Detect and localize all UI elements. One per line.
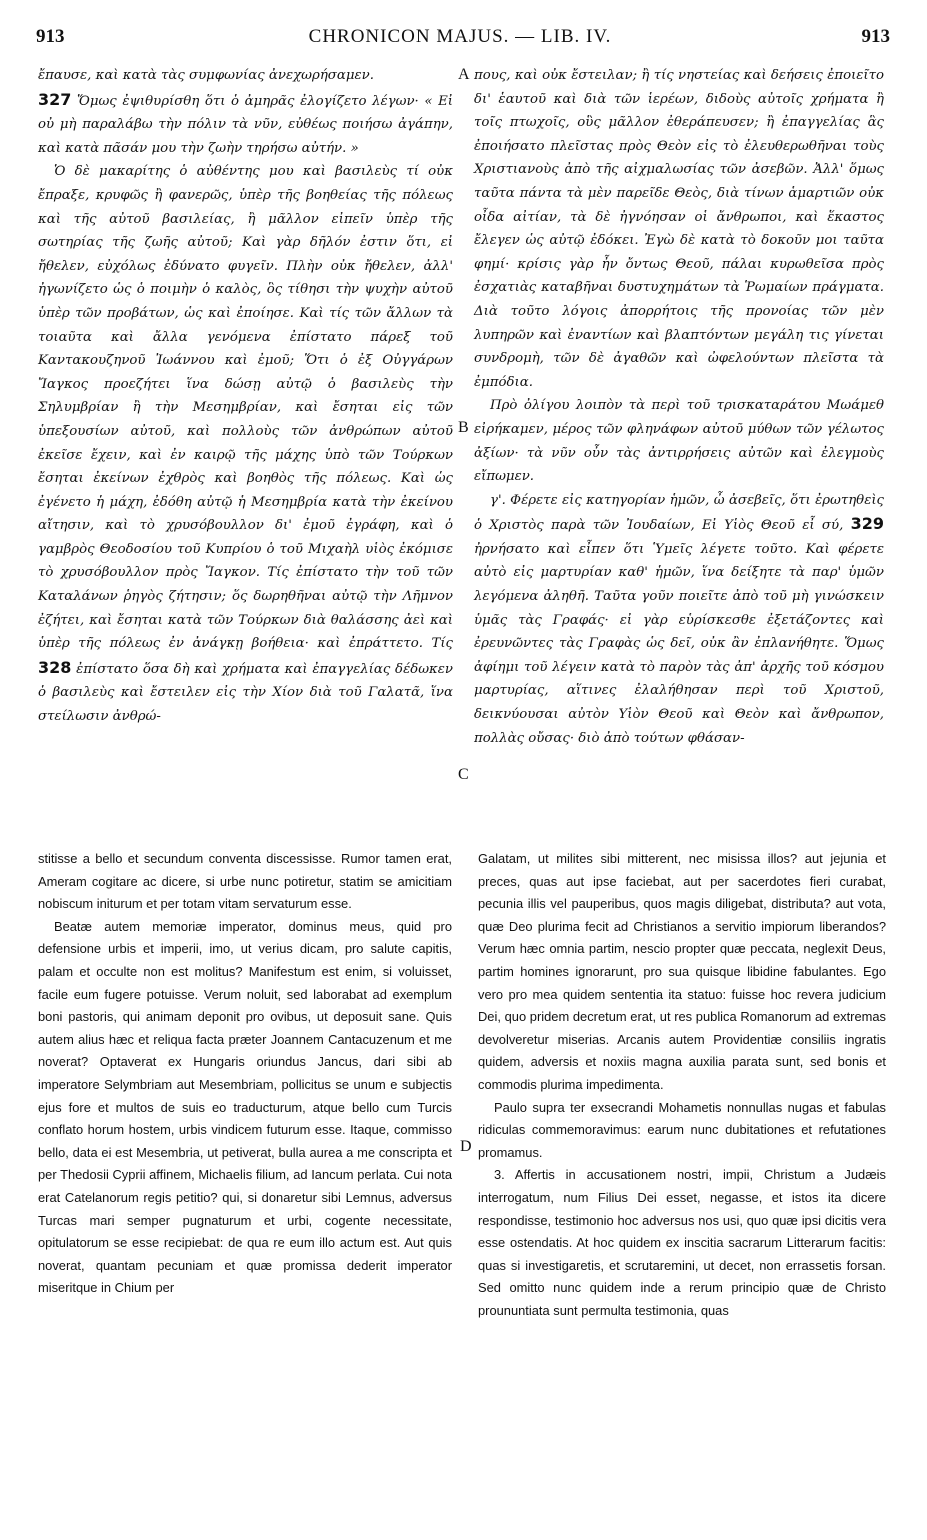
greek-paragraph: [474, 64, 884, 394]
greek-text: ἔπαυσε, καὶ κατὰ τὰς συμφωνίας ἀνεχωρήσαμεν.: [38, 68, 374, 83]
greek-paragraph: [38, 160, 453, 728]
greek-text: ἠρνήσατο καὶ εἶπεν ὅτι Ὑμεῖς λέγετε τοῦτο. Καὶ φέρετε αὐτὸ εἰς μαρτυρίαν καθ' ἡμῶν, ἵνα δείξητε τὰ παρ' ὑμῶν λεγόμενα ἀληθῆ. Ταῦτα γοῦν ποιεῖτε ἀπὸ τοῦ μὴ γινώσκειν ὑμᾶς τὰς Γραφάς· εἰ γὰρ εὑρίσκεσθε ἐξετάζοντες καὶ ἐρευνῶντες τὰς Γραφὰς ὡς δεῖ, οὐκ ἂν ἐπλανήθητε. Ὅμως ἀφίημι τοῦ λέγειν κατὰ τὸ παρὸν τὰς ἀπ' ἀρχῆς τοῦ κόσμου μαρτυρίας, αἵτινες ἐλαλήθησαν περὶ τοῦ Χριστοῦ, δεικνύουσαι αὐτὸν Υἱὸν Θεοῦ καὶ Θεὸν καὶ ἄνθρωπον, πολλὰς οὔσας· διὸ ἀπὸ τούτων φθάσαν-: [474, 541, 884, 746]
greek-text: Ὅμως ἐψιθυρίσθη ὅτι ὁ ἀμηρᾶς ἐλογίζετο λέγων· « Εἰ οὐ μὴ παραλάβω τὴν πόλιν τὰ νῦν, εὐθέως ποιήσω ἀγάπην, καὶ κατὰ πᾶσάν μου τὴν ζωὴν τηρήσω αὐτήν. »: [38, 93, 453, 156]
latin-paragraph: Galatam, ut milites sibi mitterent, nec misissa illos? aut jejunia et preces, quas aut ipse faciebat, aut per sacerdotes fieri curabat, pecunia illis vel pauperibus, quos magis diligebat, distributa? aut vota, quæ Deo plurima fecit ad Christianos a servitio impiorum liberandos? Verum hæc omnia partim, nescio propter quæ peccata, neglexit Deus, partim homines ignorarunt, pro sua quisque libidine fabulantes. Ego vero pro mea quidem sententia ita statuo: fuisse hoc revera judicium Dei, quo pridem decretum erat, ut res publica Romanorum ad extremas devolveretur miserias. Arcanis autem Providentiæ consiliis ingratis quidem, adversis et noxiis magna auxilia parata sunt, sed bonis et commodis plurima impedimenta.: [478, 851, 886, 1092]
margin-letter-b: B: [458, 419, 469, 436]
greek-text: ἐπίστατο ὅσα δὴ καὶ χρήματα καὶ ἐπαγγελίας δέδωκεν ὁ βασιλεὺς καὶ ἔστειλεν εἰς τὴν Χίον διὰ τοῦ Γαλατᾶ, ἵνα στείλωσιν ἀνθρώ-: [38, 661, 453, 725]
greek-text: Πρὸ ὀλίγου λοιπὸν τὰ περὶ τοῦ τρισκαταράτου Μωάμεθ εἰρήκαμεν, μέρος τῶν φληνάφων αὐτοῦ μύθων τῶν γέλωτος ἀξίων· τὰ νῦν οὖν τὰς ἀντιρρήσεις αὐτῶν καὶ ἐλεγμοὺς εἴπωμεν.: [474, 398, 884, 485]
latin-column-right: [478, 848, 886, 1538]
page-number-right: 913: [861, 26, 890, 47]
greek-column-right: [474, 64, 884, 824]
running-header: [30, 26, 890, 56]
latin-paragraph: Paulo supra ter exsecrandi Mohametis nonnullas nugas et fabulas ridiculas commemoravimus: earum nunc dubitationes et refutationes promamus.: [478, 1099, 886, 1160]
margin-letter-d: D: [460, 1138, 472, 1155]
column-number: 329: [850, 514, 884, 534]
margin-letter-a: A: [458, 66, 470, 83]
greek-paragraph: [474, 489, 884, 751]
column-number: 328: [38, 657, 72, 677]
column-number: 327: [38, 89, 72, 109]
running-title: CHRONICON MAJUS. — LIB. IV.: [308, 26, 612, 47]
greek-paragraph: [474, 394, 884, 488]
greek-text: Ὁ δὲ μακαρίτης ὁ αὐθέντης μου καὶ βασιλεὺς τί οὐκ ἔπραξε, κρυφῶς ἢ φανερῶς, ὑπὲρ τῆς βοηθείας τῆς πόλεως καὶ τῆς αὐτοῦ βασιλείας, ἢ μᾶλλον εἰπεῖν ὑπὲρ τῆς σωτηρίας τῆς ζωῆς αὐτοῦ; Καὶ γὰρ δῆλόν ἐστιν ὅτι, εἰ ἤθελεν, εὐχόλως ἐδύνατο φυγεῖν. Πλὴν οὐκ ἤθελεν, ἀλλ' ἠγωνίζετο ὡς ὁ ποιμὴν ὁ καλὸς, ὃς τίθησι τὴν ψυχὴν αὐτοῦ ὑπὲρ τῶν προβάτων, ὡς καὶ ἐποίησε. Καὶ τίς τῶν ἄλλων τὰ τοιαῦτα καὶ ἄλλα γενόμενα ἐπίστατο πάρεξ τοῦ Καντακουζηνοῦ Ἰωάννου καὶ ἐμοῦ; Ὅτι ὁ ἐξ Οὐγγάρων Ἴαγκος προεζήτει ἵνα δώσῃ αὐτῷ ὁ βασιλεὺς τὴν Σηλυμβρίαν ἢ τὴν Μεσημβρίαν, καὶ ἔσηται εἰς τῶν ὑπεξουσίων αὐτοῦ, καὶ πολλοὺς τῶν ἀνθρώπων αὐτοῦ ἐκεῖσε ἔχειν, καὶ ἐν καιρῷ τῆς μάχης ὑπὸ τῶν Τούρκων ἔσηται ἐκείνων ἐχθρὸς καὶ βοηθὸς τῆς πόλεως. Καὶ ὡς ἐγένετο ἡ μάχη, ἐδόθη αὐτῷ ἡ Μεσημβρία κατὰ τὴν ἐκείνου αἴτησιν, καὶ τὸ χρυσόβουλλον δι' ἐμοῦ ἐγράφη, καὶ ὁ γαμβρὸς Θεοδοσίου τοῦ Κυπρίου ὁ τοῦ Μιχαὴλ υἱὸς ἐκόμισε τὸ χρυσόβουλλον πρὸς Ἴαγκον. Τίς ἐπίστατο τὴν τοῦ τῶν Καταλάνων ῥηγὸς ζήτησιν; ὅς δωρηθῆναι αὐτῷ τὴν Λῆμνον ἐζήτει, καὶ ἔσηται κατὰ τῶν Τούρκων διὰ θαλάσσης ἀεὶ καὶ ὑπὲρ τῆς πόλεως ἐν ἀνάγκῃ βοήθεια· καὶ ἐπράττετο. Τίς: [38, 164, 453, 652]
greek-paragraph: [38, 64, 453, 88]
greek-paragraph: [38, 88, 453, 161]
greek-text: πους, καὶ οὐκ ἔστειλαν; ἢ τίς νηστείας καὶ δεήσεις ἐποιεῖτο δι' ἑαυτοῦ καὶ διὰ τῶν ἱερέων, διδοὺς αὐτοῖς χρήματα ἢ τοῖς πτωχοῖς, οὓς μᾶλλον ἐθεράπευσεν; ἢ ἐπαγγελίας ἃς ἐποιήσατο πλεῖστας πρὸς Θεὸν εἰς τὸ ἐλευθερωθῆναι τοὺς Χριστιανοὺς ἀπὸ τῆς αἰχμαλωσίας τῶν ἀσεβῶν. Ἀλλ' ὅμως ταῦτα πάντα τὰ μὲν παρεῖδε Θεὸς, διὰ τίνων ἁμαρτιῶν οὐκ οἶδα αἰτίαν, τὰ δὲ ἠγνόησαν οἱ ἄνθρωποι, καὶ ἕκαστος ἔλεγεν ὡς αὐτῷ ἐδόκει. Ἐγὼ δὲ κατὰ τὸ δοκοῦν μοι ταῦτα φημί· κρίσις γὰρ ἦν ὄντως Θεοῦ, πάλαι κυρωθεῖσα πρὸς ἐσχατιὰς καταβῆναι δυστυχημάτων τὰ Ῥωμαίων πράγματα. Διὰ τοῦτο λόγοις ἀπορρήτοις τῆς προνοίας τῶν μὲν λυπηρῶν καὶ ἐναντίων καὶ βλαπτόντων μεγάλη τις γίνεται συνδρομὴ, τῶν δὲ ἀγαθῶν καὶ ὠφελούντων πλεῖστα τὰ ἐμπόδια.: [474, 68, 884, 390]
latin-column-left: [38, 848, 452, 1538]
latin-paragraph: stitisse a bello et secundum conventa discessisse. Rumor tamen erat, Ameram cogitare ac dicere, si urbe nunc potiretur, statim se amicitiam nobiscum initurum et per totam vitam servaturum esse.: [38, 851, 452, 912]
latin-paragraph: Beatæ autem memoriæ imperator, dominus meus, quid pro defensione urbis et imperii, imo, ut verius dicam, pro salute capitis, palam et occulte non est molitus? Manifestum est enim, si voluisset, facile eum fugere potuisse. Verum noluit, sed laborabat ad exemplum boni pastoris, qui animam deponit pro ovibus, ut deposuit sane. Quis autem alius hæc et reliqua facta præter Joannem Cantacuzenum et me noverat? Optaverat ex Hungaris oriundus Jancus, dari sibi ab imperatore Selymbriam aut Mesembriam, pollicitus se unum e subjectis ejus fore et multos de suis eo traducturum, atque bello cum Turcis conflato horum hostem, urbis vindicem futurum esse. Itaque, commisso bello, data ei est Mesembria, ut petiverat, bulla aurea a me conscripta et per Thedosii Cyprii affinem, Michaelis filium, ad Iancum perlata. Cui nota erat Catelanorum regis petitio? qui, si donaretur sibi Lemnus, adversus Turcas mari semper pugnaturum et urbi, cogente necessitate, opitulatorum se esse recipiebat: de qua re eum illo actum est. Aut quis noverat, quantam pecuniam et quæ promissa dederit imperator miseritque in Chium per: [38, 918, 452, 1296]
greek-column-left: [38, 64, 453, 824]
margin-letter-c: C: [458, 766, 469, 783]
latin-paragraph: 3. Affertis in accusationem nostri, impii, Christum a Judæis interrogatum, num Filius Dei esset, negasse, et istos ita dicere respondisse, testimonio hoc adversus nos usi, quo quæ ipsi dicitis vera esse ostendatis. At hoc quidem ex inscitia sacrarum Litterarum facitis: quas si investigaretis, et scrutaremini, ut decet, non errassetis forsan. Sed omitto nunc quidem inde a rerum principio quæ de Christo proununtiata sunt permulta testimonia, quas: [478, 1167, 886, 1318]
page-number-left: 913: [36, 26, 65, 47]
greek-text: γ'. Φέρετε εἰς κατηγορίαν ἡμῶν, ὦ ἀσεβεῖς, ὅτι ἐρωτηθεὶς ὁ Χριστὸς παρὰ τῶν Ἰουδαίων, Εἰ Υἱὸς Θεοῦ εἶ σύ,: [474, 492, 884, 534]
